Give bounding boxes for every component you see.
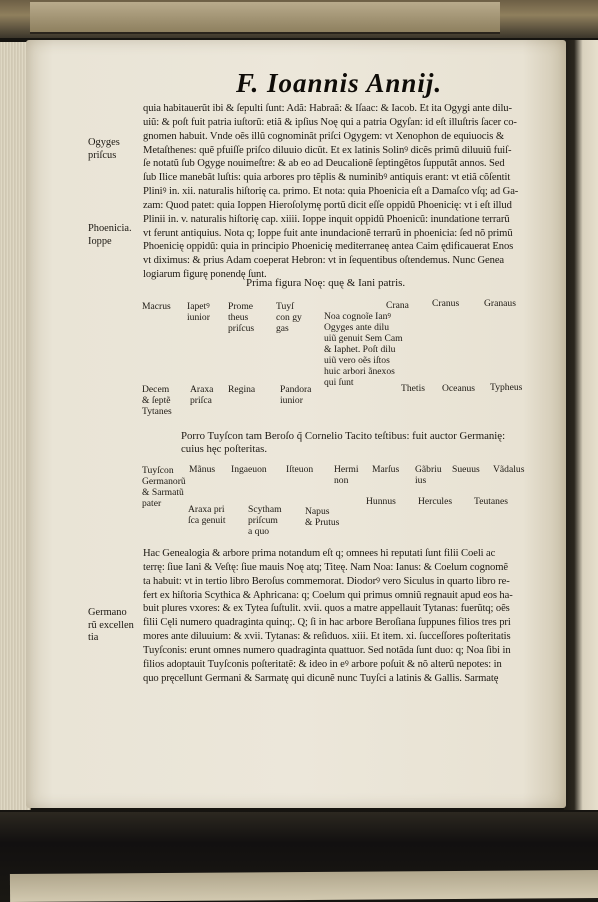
text-line: Pliniꝰ in. xii. naturalis hiſtorię ca. primo. Et nota: quia Phoenicia eſt a Damaſco vſq; ad Ga- [143,186,519,198]
margin-note-line: Ioppe [88,235,112,247]
text-line: Metaſthenes: quẽ pfuiſſe priſco diluuio dicũt. Et ex latinis Solinꝰ dicẽs primũ diluuiũ fuiſ- [143,144,512,156]
node-line: gas [276,323,289,334]
text-line: zam: Quod patet: quia Ioppen Hieroſolymę portũ dicit eſſe oppidũ Phoenicię: vt i eſt illud [143,199,512,211]
genealogy-node-macrus [142,301,171,312]
node-line: Iſteuon [286,464,314,475]
body-text-block-2 [143,547,563,685]
node-line: priſcus [228,323,255,334]
node-line: iunior [187,312,210,323]
text-line: terrę: ſiue Iani & Veſtę: ſiue mauis Noę atq; Titeę. Nam Noa: Ianus: & Coelum cognomẽ [143,561,508,573]
node-line: uiũ vero oẽs iſtos [324,355,390,366]
genealogy-node-herminon [334,464,359,486]
node-line: priſca [190,395,212,406]
text-line: Plinii in. v. naturalis hiſtorię cap. xiiii. Ioppe inquit oppidũ Phoenicũ: inundatione terrarũ [143,213,510,225]
margin-note-ogyges [88,137,144,162]
text-line: fert ex hiſtoria Scythica & Aphricana: q; Coelum qui primus omniũ regnauit apud eos ha- [143,589,513,601]
node-line: Araxa [190,384,214,395]
node-line: & Iaphet. Poſt dilu [324,344,396,355]
genealogy-node-regina [228,384,255,395]
margin-note-line: Phoenicia. [88,223,132,234]
genealogy-node-tuyscon [276,301,302,334]
text-line: filios adoptauit Tuyſconis poſteritatẽ: & ideo in eꝰ arbore poſuit & nõ alterũ nepotes: in [143,658,502,670]
node-line: ſca genuit [188,515,226,526]
genealogy-node-teutanes [474,496,508,507]
node-line: Teutanes [474,496,508,507]
genealogy-node-hunnus [366,496,396,507]
node-line: Cranus [432,298,460,309]
margin-note-line: rũ excellen [88,619,134,631]
node-line: Granaus [484,298,516,309]
genealogy-node-pandora [280,384,311,406]
genealogy-node-ingaeuon [231,464,267,475]
node-line: Napus [305,506,330,517]
margin-note-line: priſcus [88,149,117,161]
genealogy-node-marsus [372,464,399,475]
node-line: Thetis [401,383,425,394]
text-line: gnomen habuit. Vnde oẽs illũ cognominãt priſci Ogygem: vt Xenophon de equiuocis & [143,130,504,142]
genealogy-node-hercules [418,496,452,507]
text-line: mores ante diluuium: & xvii. Tytanas: & reſiduos. xiii. Et item. xi. ſucceſſores poſteritatis [143,631,511,643]
text-line: vt diximus: & prius Adam coeperat Hebron: vt in ſequentibus oſtendemus. Nunc Genea [143,255,505,267]
text-line: uiũ: & poſt fuit patria iuſtorũ: etiã & ipſius Noę qui a patria Ogyſan: id eſt illuſtris ſacer co- [143,116,517,128]
node-line: Mãnus [189,464,216,475]
node-line: Tuyſcon [142,465,174,476]
node-line: Regina [228,384,256,395]
genealogy-node-araxa-prisca [188,504,226,526]
genealogy-node-scytham [248,504,282,537]
figure-1-title: Prima figura Noę: quę & Iani patris. [246,277,406,289]
porro-paragraph [181,430,505,456]
genealogy-node-gambrivius [415,464,442,486]
genealogy-node-prometheus [228,301,254,334]
node-line: Ogyges ante dilu [324,322,390,333]
genealogy-node-granaus [484,298,516,309]
facing-page-top-edge [30,2,500,34]
node-line: Scytham [248,504,282,515]
margin-note-line: Germano [88,607,127,618]
node-line: Macrus [142,301,171,312]
text-line: buit plures vxores: & ex Tytea ſuſtulit. xvii. quos a matre appellauit Tytanas: fuerũtq; oẽs [143,603,510,615]
node-line: qui ſunt [324,377,354,388]
text-line: logiarum figurę ponendę ſunt. [143,269,267,281]
genealogy-node-isteuon [286,464,313,475]
node-line: Iapetꝰ [187,301,210,312]
genealogy-node-araxa [190,384,213,406]
node-line: Hunnus [366,496,396,507]
genealogy-node-iapetus [187,301,210,323]
node-line: Oceanus [442,383,476,394]
margin-note-line: Ogyges [88,137,120,148]
node-line: & ſeptẽ [142,395,171,406]
text-line: Phoenicię oppidũ: quia in principio Phoenicię mediterraneę antea Caim ędificauerat Enos [143,241,514,253]
genealogy-node-cranus [432,298,459,309]
genealogy-node-crana [386,300,409,311]
text-line: ſe notatũ ſub Ogyge nouimeſtre: & ab eo ad Deucalionẽ ſeptingẽtos ſupputãt annos. Sed [143,158,505,170]
genealogy-node-decem-tytanes [142,384,172,417]
text-line: ſub Ilice manebãt luſtis: quia arbores pro tẽplis & numinibꝰ antiquis erant: vt etiã cõſentit [143,172,511,184]
margin-note-line: tia [88,632,99,644]
node-line: & Sarmatũ [142,487,184,498]
node-line: uiũ genuit Sem Cam [324,333,403,344]
node-line: Typheus [490,382,523,393]
text-line: ta habuit: vt in tertio libro Beroſus commemorat. Diodorꝰ vero Siculus in quarto libro re- [143,575,510,587]
node-line: con gy [276,312,302,323]
node-line: & Prutus [305,517,340,528]
running-head: F. Ioannis Annij. [236,68,443,98]
margin-note-phoenicia [88,223,144,248]
genealogy-node-typheus [490,382,522,393]
node-line: Noa cognoĩe Ianꝰ [324,311,392,322]
node-line: Hermi [334,464,359,475]
node-line: priſcum [248,515,278,526]
genealogy-node-napus [305,506,339,528]
text-line: Hac Genealogia & arbore prima notandum eſt q; omnees hi reputati ſunt filii Coeli ac [143,548,496,559]
genealogy-node-mannus [189,464,215,475]
margin-note-germanorum [88,607,144,645]
node-line: theus [228,312,249,323]
text-line: quia habitauerũt ibi & ſepulti ſunt: Adã: Habraã: & Iſaac: & Iacob. Et ita Ogygi ante dilu- [143,103,512,114]
text-line: quo pręcellunt Germani & Sarmatę qui dicunẽ nunc Tuyſci a latinis & Gallis. Sarmatę [143,672,499,684]
node-line: huic arbori ãnexos [324,366,395,377]
genealogy-node-noa [324,311,403,388]
node-line: Prome [228,301,254,312]
node-line: pater [142,498,162,509]
book-page [26,40,566,808]
right-page-edge [564,40,598,810]
node-line: Araxa pri [188,504,225,515]
node-line: Decem [142,384,170,395]
genealogy-node-thetis [401,383,425,394]
node-line: Ingaeuon [231,464,267,475]
bottom-paper-strip [10,870,598,902]
node-line: Vãdalus [493,464,525,475]
genealogy-node-vandalus [493,464,524,475]
node-line: ius [415,475,427,486]
node-line: Crana [386,300,409,311]
node-line: Tytanes [142,406,172,417]
genealogy-node-oceanus [442,383,475,394]
text-line: Porro Tuyſcon tam Beroſo q̃ Cornelio Tacito teſtibus: fuit auctor Germanię: [181,430,506,442]
node-line: non [334,475,349,486]
node-line: Germanorũ [142,476,186,487]
node-line: Gãbriu [415,464,442,475]
node-line: Pandora [280,384,312,395]
genealogy-node-sueuus [452,464,480,475]
text-line: Tuyſconis: erunt omnes numero quadraginta quattuor. Sed notãda ſunt duo: q; Noa ſibi in [143,644,511,656]
body-text-block-1 [143,102,563,282]
node-line: Marſus [372,464,400,475]
node-line: a quo [248,526,270,537]
node-line: iunior [280,395,303,406]
text-line: vt ferunt antiquius. Nota q; Ioppe fuit ante inundacionẽ terrarũ in phoenicia: ſed nõ primũ [143,227,513,239]
text-line: filii Cęli numero quadraginta quinq;. Q; ſi in hac arbore Beroſiana ſuppunes filios tres pri [143,617,511,629]
genealogy-node-tuyscon-pater [142,465,186,509]
node-line: Hercules [418,496,453,507]
text-line: cuius hęc poſteritas. [181,443,268,456]
node-line: Sueuus [452,464,480,475]
node-line: Tuyſ [276,301,294,312]
